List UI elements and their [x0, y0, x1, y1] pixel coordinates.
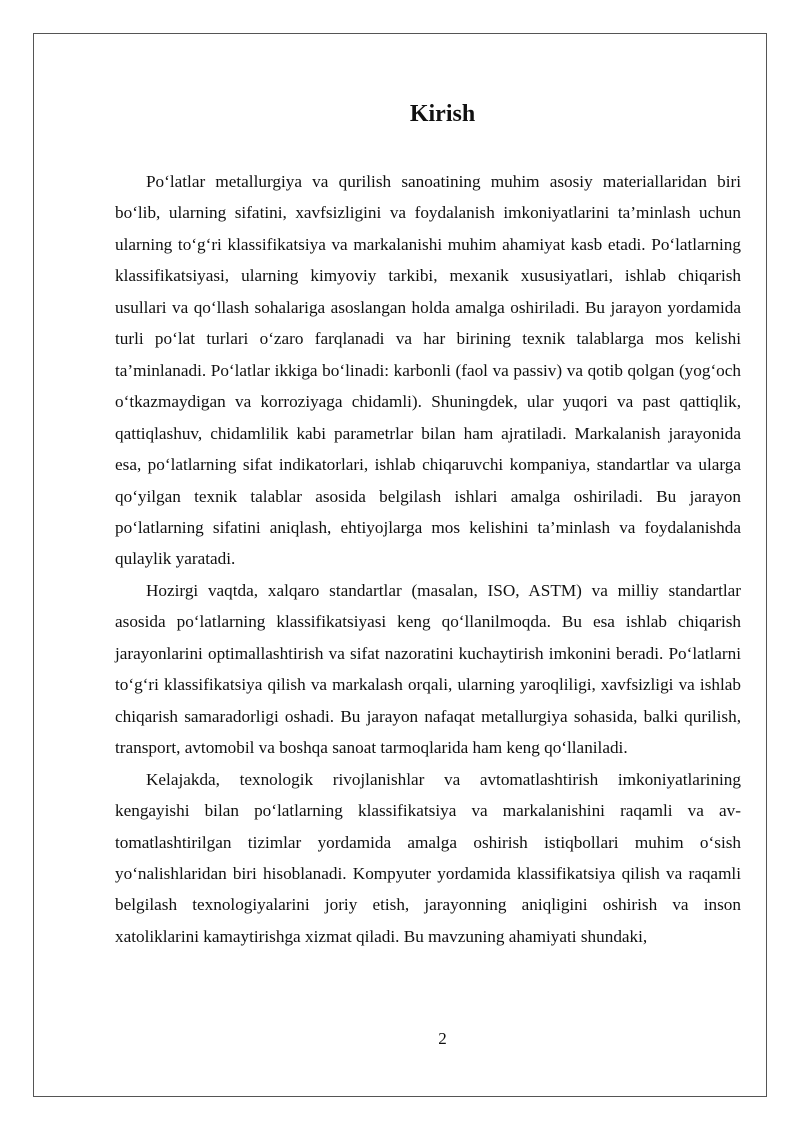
paragraph-1: Po‘latlar metallurgiya va qurilish sanoatining muhim asosiy materiallaridan biri bo‘lib, ularning sifatini, xavfsizligini va foydalanish imkoniyatlarini ta’minlash uchun ularning to‘g‘ri klassifikatsiya va markalanishi muhim ahamiyat kasb etadi. Po‘latlarning klassifikatsiyasi, ularning kimyoviy tarkibi, mexanik xususiyatlari, ishlab chiqarish usullari va qo‘llash sohalariga asoslangan holda amalga oshiriladi. Bu jarayon yordamida turli po‘lat turlari o‘zaro farqlanadi va har birining texnik talablarga mos kelishi ta’minlanadi. Po‘latlar ikkiga bo‘linadi: karbonli (faol va passiv) va qotib qolgan (yog‘och o‘tkazmaydigan va korroziyaga chidamli). Shuningdek, ular yuqori va past qattiqlik, qattiqlashuv, chidamlilik kabi parametrlar bilan ham ajratiladi. Markalanish jarayonida esa, po‘latlarning sifat indikatorlari, ishlab chiqaruvchi kompaniya, standartlar va ularga qo‘yilgan texnik talablar asosida belgilash ishlari amalga oshiriladi. Bu jarayon po‘latlarning sifatini aniqlash, ehtiyojlarga mos kelishini ta’minlash va foydalanishda qulaylik yaratadi. — [115, 172, 741, 569]
page-number: 2 — [438, 1029, 447, 1048]
paragraph-2: Hozirgi vaqtda, xalqaro standartlar (masalan, ISO, ASTM) va milliy standartlar asosida po‘latlarning klassifikatsiyasi keng qo‘llanilmoqda. Bu esa ishlab chiqarish jarayonlarini optimallashtirish va sifat nazoratini kuchaytirish imkonini beradi. Po‘latlarni to‘g‘ri klassifikatsiya qilish va markalash orqali, ularning yaroqliligi, xavfsizligi va ishlab chiqarish samaradorligi oshadi. Bu jarayon nafaqat metallurgiya sohasida, balki qurilish, transport, avtomobil va boshqa sanoat tarmoqlarida ham keng qo‘llaniladi. — [115, 580, 741, 758]
page-title: Kirish — [409, 101, 476, 127]
paragraph-3: Kelajakda, texnologik rivojlanishlar va avtomatlashtirish imkoniyatlarining kengayishi bilan po‘latlarning klassifikatsiya va markalanishini raqamli va avtomatlashtirilgan tizimlar yordamida amalga oshirish istiqbollari muhim o‘sish yo‘nalishlaridan biri hisoblanadi. Kompyuter yordamida klassifikatsiya qilish va raqamli belgilash texnologiyalarini joriy etish, jarayonning aniqligini oshirish va inson xatoliklarini kamaytirishga xizmat qiladi. Bu mavzuning ahamiyati shundaki, — [115, 769, 741, 946]
body-text — [115, 166, 741, 952]
